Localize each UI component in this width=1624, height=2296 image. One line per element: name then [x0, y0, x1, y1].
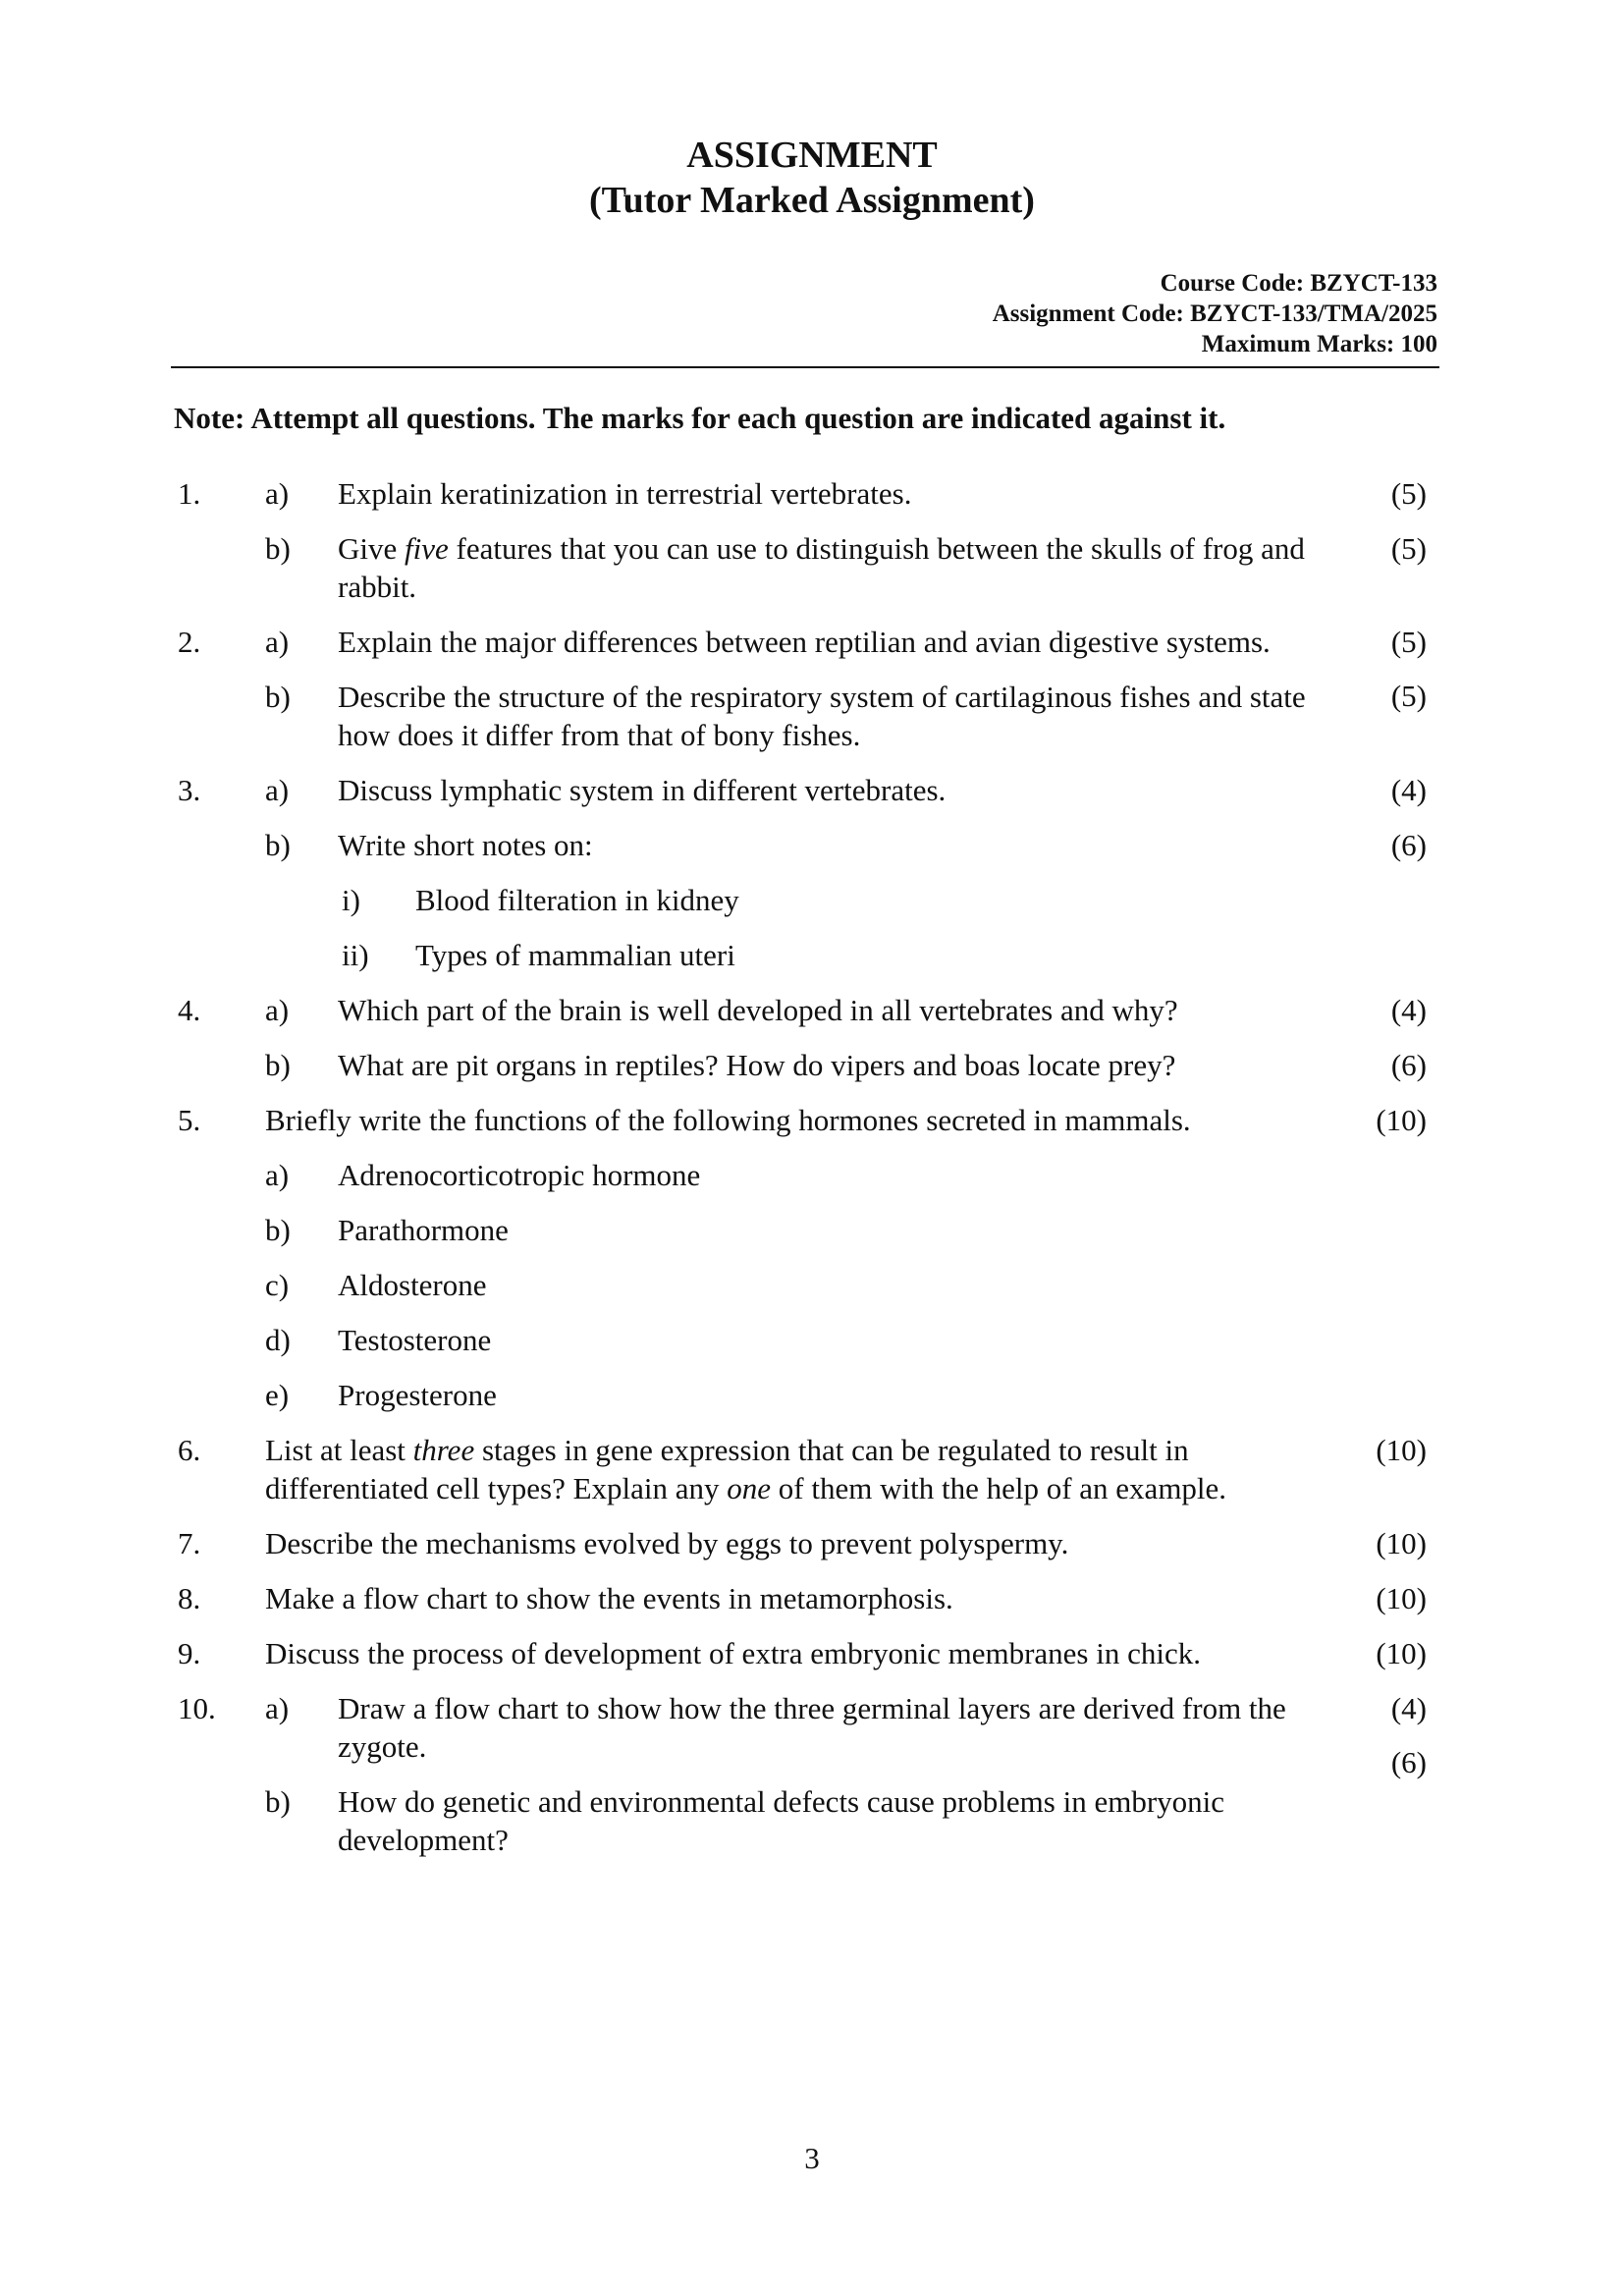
question-3b-i: [0, 881, 1624, 919]
question-text: Discuss the process of development of extra embryonic membranes in chick.: [265, 1636, 1201, 1670]
list-item: [0, 1376, 1624, 1414]
page-title: ASSIGNMENT: [686, 135, 938, 176]
sub-label: a): [265, 993, 290, 1027]
assignment-header: [0, 133, 1624, 223]
course-code: Course Code: BZYCT-133: [1160, 270, 1437, 297]
emphasis-text: one: [727, 1471, 772, 1505]
question-text: [338, 529, 1320, 606]
question-4b: [0, 1046, 1624, 1084]
sub-label: b): [265, 1784, 291, 1819]
question-marks: (10): [1376, 1433, 1427, 1467]
question-1b: [0, 529, 1624, 606]
sub-label: c): [265, 1268, 290, 1302]
question-number: 9.: [178, 1636, 201, 1670]
question-text: Make a flow chart to show the events in metamorphosis.: [265, 1581, 953, 1615]
question-text: Write short notes on:: [338, 828, 593, 862]
sub-label: b): [265, 531, 291, 566]
question-3a: [0, 771, 1624, 809]
question-9: [0, 1634, 1624, 1672]
course-info: [993, 268, 1437, 359]
question-marks: (10): [1376, 1581, 1427, 1615]
question-2b: [0, 678, 1624, 754]
question-number: 1.: [178, 476, 201, 511]
question-marks: (10): [1376, 1103, 1427, 1137]
hormone-name: Testosterone: [338, 1323, 492, 1357]
hormone-name: Parathormone: [338, 1213, 509, 1247]
sub-label: b): [265, 680, 291, 714]
question-marks: (10): [1376, 1636, 1427, 1670]
sub-label: d): [265, 1323, 291, 1357]
hormone-name: Aldosterone: [338, 1268, 487, 1302]
roman-label: i): [342, 883, 360, 917]
question-list: [0, 474, 1624, 1876]
sub-label: b): [265, 1213, 291, 1247]
text-part: List at least: [265, 1433, 413, 1467]
question-number: 8.: [178, 1581, 201, 1615]
hormone-name: Progesterone: [338, 1378, 497, 1412]
question-1a: [0, 474, 1624, 513]
header-divider: [171, 366, 1439, 368]
text-part: stages in gene expression that can be regulated to result in differentiated cell types? Explain any: [265, 1433, 1189, 1505]
sub-label: a): [265, 625, 290, 659]
roman-label: ii): [342, 938, 369, 972]
question-marks: (5): [1390, 476, 1427, 511]
question-text: Blood filteration in kidney: [415, 883, 739, 917]
question-marks: (4): [1390, 993, 1427, 1027]
assignment-code: Assignment Code: BZYCT-133/TMA/2025: [992, 301, 1437, 327]
question-7: [0, 1524, 1624, 1562]
page-number: 3: [804, 2141, 820, 2175]
question-8: [0, 1579, 1624, 1617]
sub-label: a): [265, 1158, 290, 1192]
question-marks: (5): [1390, 679, 1427, 713]
question-marks: (10): [1376, 1526, 1427, 1560]
question-text: Explain keratinization in terrestrial vertebrates.: [338, 476, 912, 511]
sub-label: b): [265, 828, 291, 862]
emphasis-text: three: [412, 1433, 475, 1467]
question-marks: (6): [1390, 1745, 1427, 1779]
question-10a: [0, 1689, 1624, 1779]
question-marks: (6): [1390, 828, 1427, 862]
sub-label: a): [265, 1691, 290, 1725]
question-3b: [0, 826, 1624, 864]
sub-label: a): [265, 773, 290, 807]
question-marks: (4): [1390, 1691, 1427, 1725]
sub-label: b): [265, 1048, 291, 1082]
text-part: Give: [338, 531, 406, 566]
list-item: [0, 1321, 1624, 1359]
question-10b: [0, 1782, 1624, 1859]
question-text: Draw a flow chart to show how the three germinal layers are derived from the zygote.: [338, 1691, 1286, 1764]
question-text: Which part of the brain is well developed in all vertebrates and why?: [338, 993, 1178, 1027]
maximum-marks: Maximum Marks: 100: [1201, 331, 1437, 357]
question-marks: (4): [1390, 773, 1427, 807]
question-text: Types of mammalian uteri: [415, 938, 735, 972]
question-marks: (5): [1390, 531, 1427, 566]
question-text: Describe the mechanisms evolved by eggs to prevent polyspermy.: [265, 1526, 1069, 1560]
page-subtitle: (Tutor Marked Assignment): [589, 180, 1035, 221]
question-number: 2.: [178, 625, 201, 659]
question-number: 10.: [178, 1691, 216, 1725]
question-3b-ii: [0, 936, 1624, 974]
question-text: Explain the major differences between reptilian and avian digestive systems.: [338, 625, 1271, 659]
text-part: of them with the help of an example.: [771, 1471, 1227, 1505]
question-number: 3.: [178, 773, 201, 807]
question-2a: [0, 623, 1624, 713]
list-item: [0, 1156, 1624, 1194]
question-text: [265, 1431, 1316, 1507]
sub-label: e): [265, 1378, 290, 1412]
question-marks: (6): [1390, 1048, 1427, 1082]
list-item: [0, 1211, 1624, 1249]
question-number: 6.: [178, 1433, 201, 1467]
question-number: 5.: [178, 1103, 201, 1137]
question-5: [0, 1101, 1624, 1139]
text-part: features that you can use to distinguish between the skulls of frog and rabbit.: [338, 531, 1305, 604]
question-6: [0, 1431, 1624, 1507]
emphasis-text: five: [405, 531, 449, 566]
question-number: 7.: [178, 1526, 201, 1560]
question-text: How do genetic and environmental defects cause problems in embryonic development?: [338, 1784, 1225, 1857]
question-text: Describe the structure of the respiratory system of cartilaginous fishes and state how does it differ from that of bony fishes.: [338, 680, 1306, 752]
list-item: [0, 1266, 1624, 1304]
instructions-note: Note: Attempt all questions. The marks for each question are indicated against it.: [174, 401, 1226, 435]
question-4a: [0, 991, 1624, 1029]
question-text: Briefly write the functions of the following hormones secreted in mammals.: [265, 1103, 1191, 1137]
question-marks: (5): [1390, 625, 1427, 659]
sub-label: a): [265, 476, 290, 511]
question-text: What are pit organs in reptiles? How do vipers and boas locate prey?: [338, 1048, 1176, 1082]
question-number: 4.: [178, 993, 201, 1027]
question-text: Discuss lymphatic system in different vertebrates.: [338, 773, 947, 807]
hormone-name: Adrenocorticotropic hormone: [338, 1158, 701, 1192]
